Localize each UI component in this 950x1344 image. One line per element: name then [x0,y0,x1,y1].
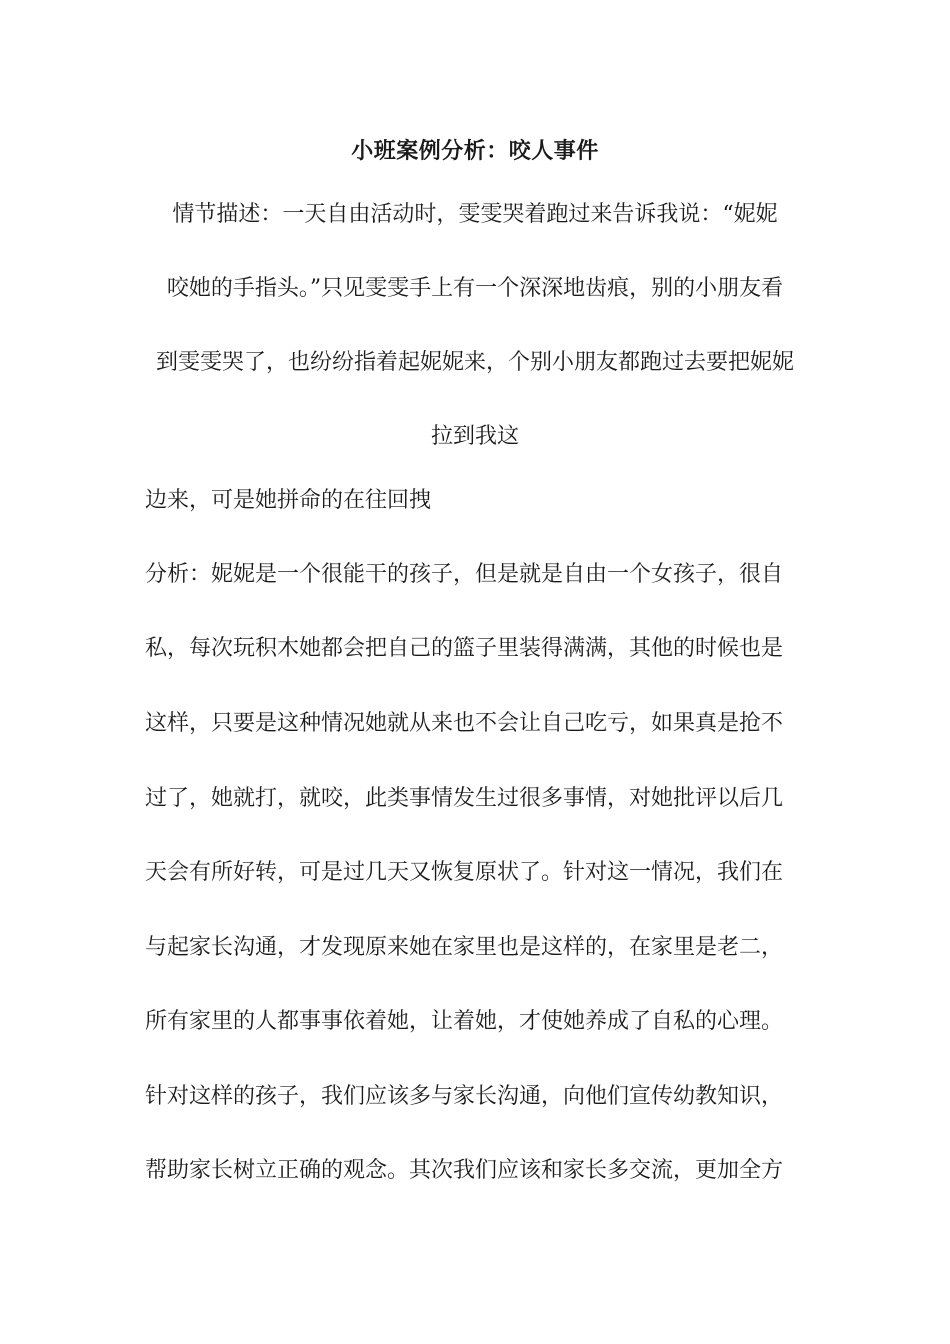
analysis-line-7: 所有家里的人都事事依着她，让着她，才使她养成了自私的心理。 [145,1009,784,1034]
document-title: 小班案例分析：咬人事件 [351,138,599,164]
analysis-line-6: 与起家长沟通，才发现原来她在家里也是这样的，在家里是老二， [145,935,784,960]
analysis-line-8: 针对这样的孩子，我们应该多与家长沟通，向他们宣传幼教知识， [145,1084,784,1109]
description-line-2: 咬她的手指头。”只见雯雯手上有一个深深地齿痕，别的小朋友看 [166,276,784,301]
analysis-line-3: 这样，只要是这种情况她就从来也不会让自己吃亏，如果真是抢不 [145,711,784,736]
continuation-line: 边来，可是她拼命的在往回拽 [145,488,432,513]
analysis-line-1: 分析：妮妮是一个很能干的孩子，但是就是自由一个女孩子，很自 [145,562,784,587]
description-line-1: 情节描述：一天自由活动时，雯雯哭着跑过来告诉我说：“妮妮 [172,202,778,227]
analysis-line-4: 过了，她就打，就咬，此类事情发生过很多事情，对她批评以后几 [145,786,784,811]
description-line-3: 到雯雯哭了，也纷纷指着起妮妮来，个别小朋友都跑过去要把妮妮 [155,350,794,375]
analysis-line-9: 帮助家长树立正确的观念。其次我们应该和家长多交流，更加全方 [145,1158,784,1183]
description-line-4: 拉到我这 [430,424,519,449]
analysis-line-2: 私，每次玩积木她都会把自己的篮子里装得满满，其他的时候也是 [145,636,784,661]
analysis-line-5: 天会有所好转，可是过几天又恢复原状了。针对这一情况，我们在 [145,860,784,885]
